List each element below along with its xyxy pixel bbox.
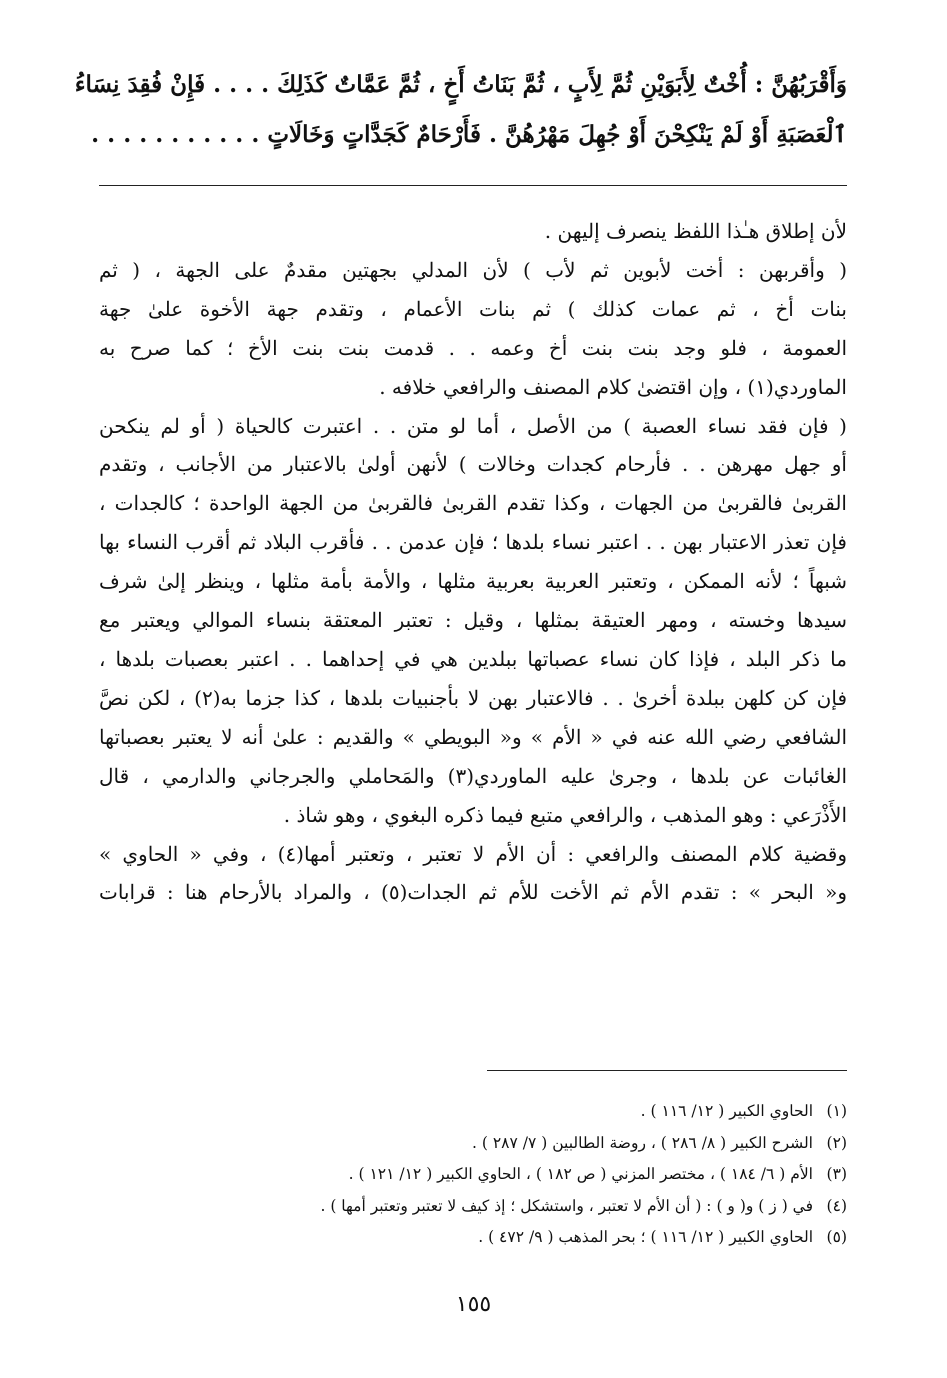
footnote [99, 1096, 847, 1128]
footnote-text: الحاوي الكبير ( ١٢/ ١١٦ ) ؛ بحر المذهب ( ٩/ ٤٧٢ ) . [478, 1228, 813, 1247]
text-line: فإن تعذر الاعتبار بهن . . اعتبر نساء بلدها ؛ فإن عدمن . . فأقرب البلاد ثم أقرب النساء بها [99, 530, 847, 555]
commentary-text [99, 212, 847, 912]
text-line: ما ذكر البلد ، فإذا كان نساء عصباتها ببلدين هي في إحداهما . . اعتبر بعصبات بلدها ، [99, 646, 847, 671]
footnote-number: (٢) [826, 1133, 847, 1152]
footnote-text: الشرح الكبير ( ٨/ ٢٨٦ ) ، روضة الطالبين ( ٧/ ٢٨٧ ) . [472, 1133, 813, 1152]
footnote-text: الأم ( ٦/ ١٨٤ ) ، مختصر المزني ( ص ١٨٢ ) ، الحاوي الكبير ( ١٢/ ١٢١ ) . [348, 1165, 813, 1184]
text-line: الشافعي رضي الله عنه في « الأم » و« البويطي » والقديم : علىٰ أنه لا يعتبر بعصباتها [99, 724, 847, 749]
text-line: العمومة ، فلو وجد بنت بنت أخ وعمه . . قدمت بنت بنت الأخ ؛ كما صرح به [99, 335, 847, 360]
footnotes [99, 1096, 847, 1254]
text-line: ( فإن فقد نساء العصبة ) من الأصل ، أما لو متن . . اعتبرت كالحياة ( أو لم ينكحن [99, 413, 847, 438]
footnote [99, 1191, 847, 1223]
text-line: سيدها وخسته ، ومهر العتيقة بمثلها ، وقيل : تعتبر المعتقة بنساء الموالي ويعتبر مع [99, 608, 847, 633]
footnote-number: (١) [826, 1102, 847, 1120]
footnote [99, 1222, 847, 1254]
text-line: وقضية كلام المصنف والرافعي : أن الأم لا تعتبر ، وتعتبر أمها(٤) ، وفي « الحاوي » [99, 841, 847, 866]
text-line: و« البحر » : تقدم الأم ثم الأخت للأم ثم الجدات(٥) ، والمراد بالأرحام هنا : قرابات [99, 880, 847, 905]
footnote-number: (٣) [826, 1165, 847, 1184]
matn-separator [99, 185, 847, 186]
footnote-separator [487, 1070, 847, 1071]
footnote-number: (٥) [826, 1228, 847, 1247]
text-line: الغائبات عن بلدها ، وجرىٰ عليه الماوردي(٣) والمَحاملي والجرجاني والدارمي ، قال [99, 763, 847, 788]
text-line: الماوردي(١) ، وإن اقتضىٰ كلام المصنف والرافعي خلافه . [379, 374, 847, 399]
text-line: الأَذْرَعي : وهو المذهب ، والرافعي متبع فيما ذكره البغوي ، وهو شاذ . [283, 802, 847, 827]
text-line: أو جهل مهرهن . . فأرحام كجدات وخالات ) لأنهن أولىٰ بالاعتبار من الأجانب ، وتقدم [99, 452, 847, 477]
footnote [99, 1159, 847, 1191]
commentary-paragraph [99, 212, 847, 251]
page-number: ١٥٥ [455, 1292, 492, 1317]
footnote-text: الحاوي الكبير ( ١٢/ ١١٦ ) . [640, 1102, 813, 1120]
footnote [99, 1128, 847, 1160]
matn-line: وَأَقْرَبُهُنَّ : أُخْتٌ لِأَبَوَيْنِ ثُمَّ لِأَبٍ ، ثُمَّ بَنَاتُ أَخٍ ، ثُمَّ عَمَّاتٌ كَذَلِكَ . . . . فَإِنْ فُقِدَ نِسَاءُ [74, 71, 847, 98]
commentary-paragraph [99, 251, 847, 407]
text-line: فإن كن كلهن ببلدة أخرىٰ . . فالاعتبار بهن لا بأجنبيات بلدها ، كذا جزما به(٢) ، لكن نصَّ [99, 685, 848, 710]
text-line: شبهاً ؛ لأنه الممكن ، وتعتبر العربية بعربية مثلها ، والأمة بأمة مثلها ، وينظر إلىٰ شرف [99, 569, 847, 594]
matn-line: ٱلْعَصَبَةِ أَوْ لَمْ يَنْكِحْنَ أَوْ جُهِلَ مَهْرُهُنَّ . فَأَرْحَامٌ كَجَدَّاتٍ وَخَالَاتٍ . . . . . . . . . . . [91, 121, 847, 148]
footnote-number: (٤) [826, 1196, 847, 1215]
commentary-paragraph [99, 407, 847, 835]
footnote-text: في ( ز ) و( و ) : ( أن الأم لا تعتبر ، واستشكل ؛ إذ كيف لا تعتبر وتعتبر أمها ) . [320, 1196, 813, 1215]
commentary-paragraph [99, 835, 847, 913]
matn-text [74, 60, 847, 160]
text-line: لأن إطلاق هـٰذا اللفظ ينصرف إليهن . [544, 219, 847, 243]
text-line: القربىٰ فالقربىٰ من الجهات ، وكذا تقدم القربىٰ فالقربىٰ من الجهة الواحدة ؛ كالجدات ، [99, 491, 847, 516]
text-line: ( وأقربهن : أخت لأبوين ثم لأب ) لأن المدلي بجهتين مقدمٌ على الجهة ، ( ثم [99, 257, 847, 282]
text-line: بنات أخ ، ثم عمات كذلك ) ثم بنات الأعمام ، وتقدم جهة الأخوة علىٰ جهة [99, 296, 847, 321]
